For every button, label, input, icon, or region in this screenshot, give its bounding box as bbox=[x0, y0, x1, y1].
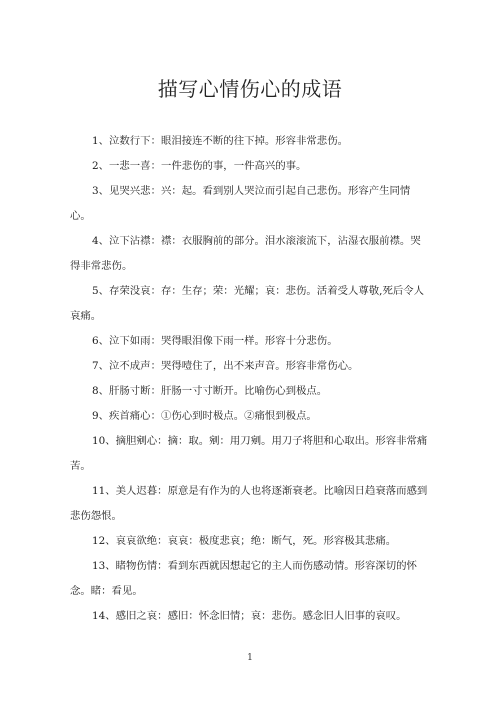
page-number: 1 bbox=[247, 653, 253, 663]
idiom-entry-12: 12、哀哀欲绝：哀哀：极度悲哀；绝：断气，死。形容极其悲痛。 bbox=[92, 535, 397, 547]
idiom-list bbox=[70, 129, 430, 629]
idiom-entry-11: 11、美人迟暮：原意是有作为的人也将逐渐衰老。比喻因日趋衰落而感到悲伤怨恨。 bbox=[70, 485, 428, 522]
idiom-entry-9: 9、疾首痛心：①伤心到时极点。②痛恨到极点。 bbox=[92, 410, 317, 422]
idiom-entry-6: 6、泣下如雨：哭得眼泪像下雨一样。形容十分悲伤。 bbox=[92, 335, 338, 347]
idiom-entry-4: 4、泣下沾襟：襟：衣服胸前的部分。泪水滚滚流下，沾湿衣服前襟。哭得非常悲伤。 bbox=[70, 235, 421, 272]
idiom-entry-10: 10、摘胆剜心：摘：取。剜：用刀剜。用刀子将胆和心取出。形容非常痛苦。 bbox=[70, 435, 428, 472]
idiom-entry-2: 2、一悲一喜：一件悲伤的事，一件高兴的事。 bbox=[92, 160, 307, 172]
idiom-entry-14: 14、感旧之哀：感旧：怀念旧情；哀：悲伤。感念旧人旧事的哀叹。 bbox=[92, 610, 407, 622]
idiom-entry-8: 8、肝肠寸断：肝肠一寸寸断开。比喻伤心到极点。 bbox=[92, 385, 328, 397]
idiom-entry-3: 3、见哭兴悲：兴：起。看到别人哭泣而引起自己悲伤。形容产生同情心。 bbox=[70, 185, 411, 222]
idiom-entry-5: 5、存荣没哀：存：生存；荣：光耀；哀：悲伤。活着受人尊敬,死后令人哀痛。 bbox=[70, 285, 425, 322]
page-title: 描写心情伤心的成语 bbox=[157, 77, 343, 101]
idiom-entry-13: 13、睹物伤情：看到东西就因想起它的主人而伤感动情。形容深切的怀念。睹：看见。 bbox=[70, 560, 417, 597]
idiom-entry-1: 1、泣数行下：眼泪接连不断的往下掉。形容非常悲伤。 bbox=[92, 135, 348, 147]
idiom-entry-7: 7、泣不成声：哭得噎住了，出不来声音。形容非常伤心。 bbox=[92, 360, 359, 372]
